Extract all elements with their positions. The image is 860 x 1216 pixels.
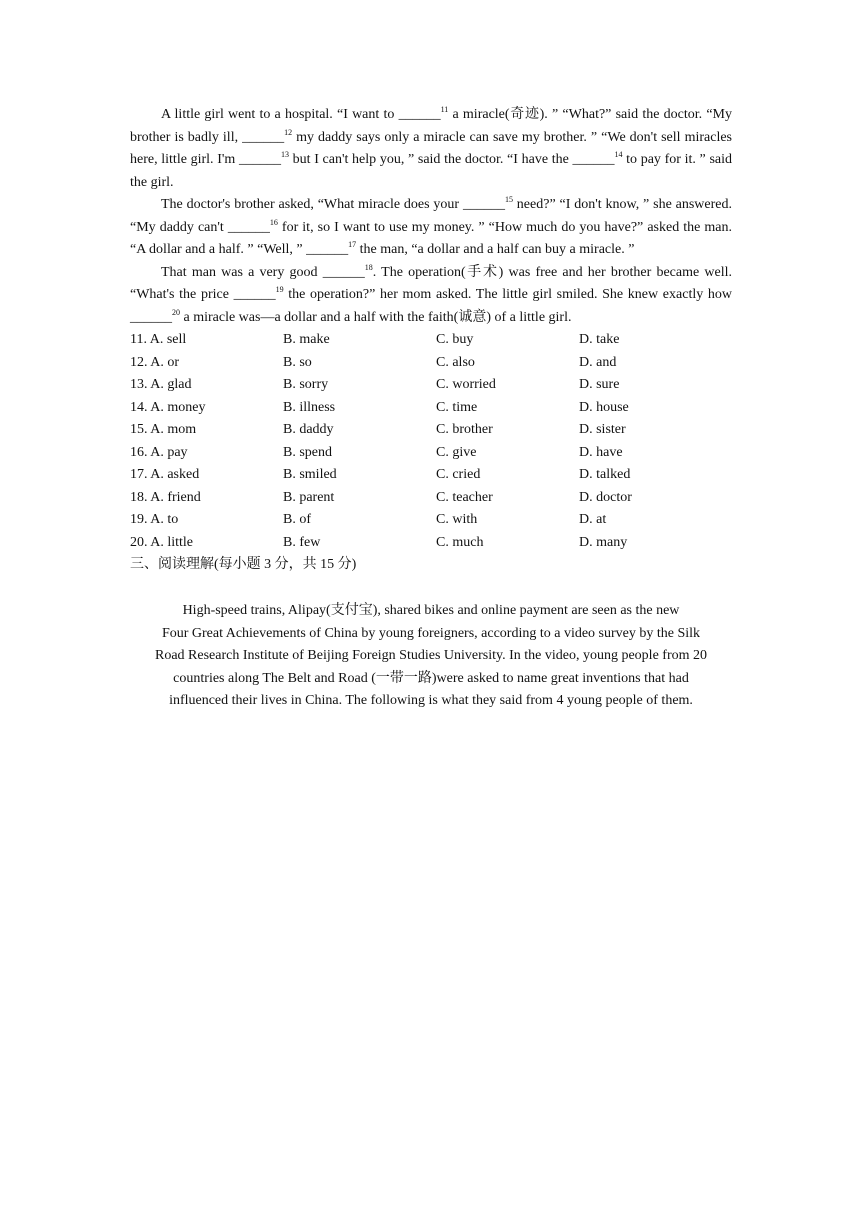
reading-line: countries along The Belt and Road (一带一路)were asked to name great inventions that had xyxy=(173,670,689,686)
answer-option: 20. A. little xyxy=(130,534,193,550)
answer-option: D. house xyxy=(579,399,629,415)
answer-option: 19. A. to xyxy=(130,512,179,527)
answer-option: D. many xyxy=(579,534,628,550)
question-options-row xyxy=(130,397,732,420)
blank-number: 16 xyxy=(269,217,278,227)
answer-option: C. give xyxy=(436,444,477,460)
answer-option: D. talked xyxy=(579,467,631,482)
blank-number: 15 xyxy=(504,195,513,204)
reading-line: influenced their lives in China. The following is what they said from 4 young people of them. xyxy=(169,693,693,708)
answer-option: 13. A. glad xyxy=(130,377,192,392)
blank-number: 20 xyxy=(172,307,180,317)
question-options-row xyxy=(130,419,732,442)
blank-number: 18 xyxy=(364,262,373,272)
answer-option: D. sister xyxy=(579,422,626,437)
passage-text: That man was a very good ______ xyxy=(161,264,365,280)
question-options-row xyxy=(130,509,732,532)
reading-passage xyxy=(129,600,733,713)
reading-line: Road Research Institute of Beijing Foreign Studies University. In the video, young people from 20 xyxy=(155,648,707,663)
question-options-row xyxy=(130,352,732,375)
passage-text: a miracle was—a dollar and a half with the faith(诚意) of a little girl. xyxy=(180,309,572,325)
passage-text: the operation?” her mom asked. The little girl smiled. She knew exactly how ______ xyxy=(130,287,732,325)
answer-option: 17. A. asked xyxy=(130,467,200,482)
passage-text: my daddy says only a miracle can save my brother. ” “We don't sell miracles here, little girl. I'm ______ xyxy=(130,129,732,167)
answer-option: C. teacher xyxy=(436,489,493,505)
passage-text: The doctor's brother asked, “What miracle does your ______ xyxy=(161,197,505,212)
answer-option: B. illness xyxy=(283,399,336,415)
passage-text: the man, “a dollar and a half can buy a miracle. ” xyxy=(356,242,635,257)
answer-option: C. brother xyxy=(436,422,493,437)
answer-option: C. cried xyxy=(436,467,481,482)
answer-option: D. have xyxy=(579,444,623,460)
blank-number: 13 xyxy=(280,150,289,159)
answer-option: D. sure xyxy=(579,377,620,392)
passage-text: A little girl went to a hospital. “I want to ______ xyxy=(161,107,441,122)
answer-option: B. make xyxy=(283,332,330,347)
blank-number: 11 xyxy=(440,105,449,114)
question-options-row xyxy=(130,532,732,555)
blank-number: 14 xyxy=(614,150,623,159)
question-options-row xyxy=(130,464,732,487)
cloze-paragraph xyxy=(130,104,732,194)
answer-option: C. with xyxy=(436,512,478,527)
cloze-paragraph xyxy=(130,262,732,330)
answer-option: B. of xyxy=(283,512,311,527)
cloze-paragraph xyxy=(130,194,732,262)
answer-option: C. time xyxy=(436,399,478,415)
blank-number: 19 xyxy=(275,285,284,294)
reading-line: Four Great Achievements of China by young foreigners, according to a video survey by the Silk xyxy=(161,625,701,641)
question-options-row xyxy=(130,329,732,352)
cloze-passage xyxy=(130,104,732,329)
answer-option: D. and xyxy=(579,354,617,370)
answer-option: C. also xyxy=(436,354,475,370)
answer-option: B. smiled xyxy=(283,467,337,482)
reading-text xyxy=(130,600,732,713)
answer-option: 18. A. friend xyxy=(130,489,201,505)
blank-number: 12 xyxy=(284,127,293,137)
answer-option: D. doctor xyxy=(579,489,632,505)
passage-text: . The operation(手术) was free and her brother became well. “What's the price ______ xyxy=(130,264,732,302)
answer-option: 11. A. sell xyxy=(130,332,187,347)
answer-option: B. parent xyxy=(283,489,335,505)
passage-text: to pay for it. ” said the girl. xyxy=(130,152,732,190)
question-options-row xyxy=(130,442,732,465)
answer-option: 16. A. pay xyxy=(130,444,188,460)
question-options-row xyxy=(130,374,732,397)
answer-option: 12. A. or xyxy=(130,354,179,370)
passage-text: a miracle(奇迹). ” “What?” said the doctor. “My brother is badly ill, ______ xyxy=(130,107,733,145)
answer-option: D. at xyxy=(579,512,607,527)
answer-option: B. daddy xyxy=(283,422,334,437)
passage-text: but I can't help you, ” said the doctor. “I have the ______ xyxy=(288,152,615,167)
reading-line: High-speed trains, Alipay(支付宝), shared bikes and online payment are seen as the new xyxy=(182,603,680,618)
answer-option: D. take xyxy=(579,332,620,347)
exam-page xyxy=(130,104,732,577)
section-title: 三、阅读理解(每小题 3 分，共 15 分) xyxy=(130,557,357,572)
answer-option: C. buy xyxy=(436,332,474,347)
answer-option: 15. A. mom xyxy=(130,422,197,437)
answer-option: C. worried xyxy=(436,377,496,392)
blank-number: 17 xyxy=(348,240,357,249)
passage-text: for it, so I want to use my money. ” “How much do you have?” asked the man. “A dollar and a half. ” “Well, ” ______ xyxy=(130,219,732,257)
question-options-row xyxy=(130,487,732,510)
answer-option: B. spend xyxy=(283,444,332,460)
answer-option: B. few xyxy=(283,534,321,550)
answer-option: B. sorry xyxy=(283,377,329,392)
passage-text: need?” “I don't know, ” she answered. “My daddy can't ______ xyxy=(130,197,732,235)
cloze-options xyxy=(130,329,732,554)
answer-option: C. much xyxy=(436,534,484,550)
answer-option: 14. A. money xyxy=(130,399,206,415)
answer-option: B. so xyxy=(283,354,312,370)
